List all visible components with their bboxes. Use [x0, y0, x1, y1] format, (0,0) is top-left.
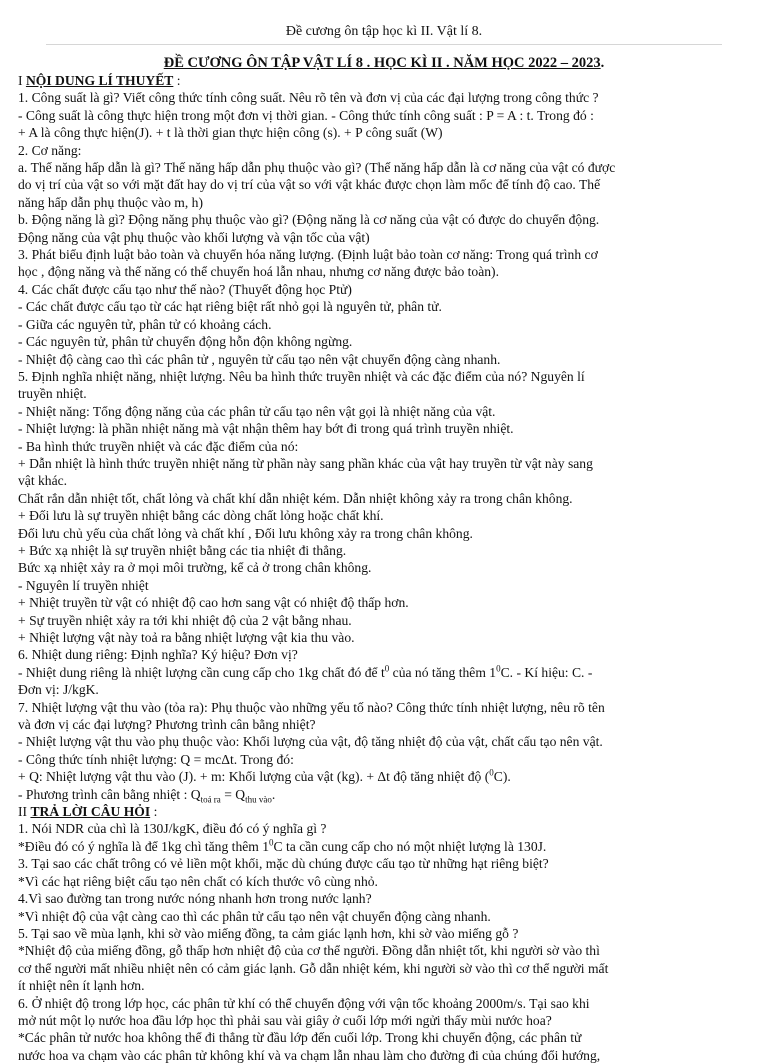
text-line: vật khác. — [18, 473, 68, 489]
answer-line: - Nhiệt độ càng cao thì các phân tử , nguyên tử cấu tạo nên vật chuyển động càng nhanh. — [18, 351, 501, 367]
text-line: Động năng của vật phụ thuộc vào khối lượng và vận tốc của vật) — [18, 229, 370, 245]
answer-line: + A là công thực hiện(J). + t là thời gian thực hiện công (s). + P công suất (W) — [18, 125, 443, 141]
text-run: C ta cần cung cấp cho nó một nhiệt lượng là 130J. — [273, 838, 547, 854]
answer-line: *Vì nhiệt độ của vật càng cao thì các phân tử cấu tạo nên vật chuyển động càng nhanh. — [18, 908, 491, 924]
answer-line — [18, 786, 734, 803]
question-line: 6. Nhiệt dung riêng: Định nghĩa? Ký hiệu? Đơn vị? — [18, 647, 298, 663]
superscript: 0 — [384, 663, 390, 674]
question-line: a. Thế năng hấp dẫn là gì? Thế năng hấp dẫn phụ thuộc vào gì? (Thế năng hấp dẫn là cơ năng của vật có được — [18, 160, 616, 176]
section-colon: : — [150, 804, 158, 820]
section-number: II — [18, 804, 31, 820]
answer-line: + Sự truyền nhiệt xảy ra tới khi nhiệt độ của 2 vật bằng nhau. — [18, 612, 352, 628]
answer-line: + Nhiệt truyền từ vật có nhiệt độ cao hơn sang vật có nhiệt độ thấp hơn. — [18, 595, 409, 611]
text-line: Đơn vị: J/kgK. — [18, 682, 99, 698]
text-run: + Q: Nhiệt lượng vật thu vào (J). + m: Khối lượng của vật (kg). + Δt độ tăng nhiệt độ ( — [18, 769, 490, 785]
answer-line: - Nhiệt lượng vật thu vào phụ thuộc vào: Khối lượng của vật, độ tăng nhiệt độ của vật, chất cấu tạo nên vật. — [18, 734, 603, 750]
text-line: học , động năng và thế năng có thể chuyển hoá lẫn nhau, nhưng cơ năng được bảo toàn). — [18, 264, 499, 280]
question-line: 4. Các chất được cấu tạo như thế nào? (Thuyết động học Ptử) — [18, 281, 352, 297]
text-line: năng hấp dẫn phụ thuộc vào m, h) — [18, 194, 203, 210]
text-run: *Điều đó có ý nghĩa là để 1kg chì tăng thêm 1 — [18, 838, 270, 854]
answer-line: + Dẫn nhiệt là hình thức truyền nhiệt năng từ phần này sang phần khác của vật hay truyền từ vật này sang — [18, 455, 593, 471]
answer-line: - Giữa các nguyên tử, phân tử có khoảng cách. — [18, 316, 272, 332]
text-run: - Nhiệt dung riêng là nhiệt lượng cần cung cấp cho 1kg chất đó để t — [18, 664, 385, 680]
section-title: TRẢ LỜI CÂU HỎI — [30, 804, 151, 820]
question-line: 1. Nói NDR của chì là 130J/kgK, điều đó có ý nghĩa gì ? — [18, 821, 327, 837]
text-line: Đối lưu chủ yếu của chất lỏng và chất khí , Đối lưu không xảy ra trong chân không. — [18, 525, 473, 541]
section-number: I — [18, 73, 26, 88]
text-line: Chất rắn dẫn nhiệt tốt, chất lỏng và chất khí dẫn nhiệt kém. Dẫn nhiệt không xảy ra trong chân không. — [18, 490, 573, 506]
text-line: do vị trí của vật so với mặt đất hay do vị trí của vật so với vật khác được chọn làm mốc để tính độ cao. Thế — [18, 177, 601, 193]
answer-line: *Nhiệt độ của miếng đồng, gỗ thấp hơn nhiệt độ của cơ thể người. Đồng dẫn nhiệt tốt, khi người sờ vào thì — [18, 943, 600, 959]
answer-line: *Các phân tử nước hoa không thể đi thẳng từ đầu lớp đến cuối lớp. Trong khi chuyển động, các phân tử — [18, 1030, 582, 1046]
answer-line — [18, 838, 734, 855]
text-run: C). — [493, 769, 511, 785]
answer-line: - Nhiệt năng: Tổng động năng của các phân tử cấu tạo nên vật gọi là nhiệt năng của vật. — [18, 403, 496, 419]
superscript: 0 — [489, 767, 494, 778]
superscript: 0 — [496, 663, 501, 674]
document-title — [0, 55, 768, 72]
answer-line: - Công suất là công thực hiện trong một đơn vị thời gian. - Công thức tính công suất : P = A : t. Trong đó : — [18, 107, 594, 123]
question-line: 5. Tại sao về mùa lạnh, khi sờ vào miếng đồng, ta cảm giác lạnh hơn, khi sờ vào miếng gỗ ? — [18, 925, 519, 941]
answer-line: *Vì các hạt riêng biệt cấu tạo nên chất có kích thước vô cùng nhỏ. — [18, 873, 378, 889]
section-title: NỘI DUNG LÍ THUYẾT — [25, 73, 174, 88]
question-line: 2. Cơ năng: — [18, 142, 82, 158]
answer-line — [18, 664, 734, 681]
header-rule — [46, 44, 722, 45]
document-body — [18, 72, 734, 1064]
answer-line: + Nhiệt lượng vật này toả ra bằng nhiệt lượng vật kia thu vào. — [18, 630, 355, 645]
question-line: b. Động năng là gì? Động năng phụ thuộc vào gì? (Động năng là cơ năng của vật có được do chuyển động. — [18, 212, 600, 228]
question-line: 5. Định nghĩa nhiệt năng, nhiệt lượng. Nêu ba hình thức truyền nhiệt và các đặc điểm của nó? Nguyên lí — [18, 368, 585, 384]
text-run: C. - Kí hiệu: C. - — [500, 664, 593, 680]
text-line: cơ thể người mất nhiều nhiệt nên có cảm giác lạnh. Gỗ dẫn nhiệt kém, khi người sờ vào thì cơ thể người mất — [18, 960, 609, 976]
superscript: 0 — [269, 837, 274, 848]
text-run: . — [271, 786, 276, 802]
answer-line: - Nhiệt lượng: là phần nhiệt năng mà vật nhận thêm hay bớt đi trong quá trình truyền nhiệt. — [18, 421, 514, 437]
text-run: của nó tăng thêm 1 — [389, 664, 497, 680]
question-line: 3. Tại sao các chất trông có vẻ liền một khối, mặc dù chúng được cấu tạo từ những hạt riêng biệt? — [18, 856, 549, 872]
answer-line: + Đối lưu là sự truyền nhiệt bằng các dòng chất lỏng hoặc chất khí. — [18, 508, 384, 524]
text-run: - Phương trình cân bằng nhiệt : Q — [18, 786, 201, 802]
subscript: thu vào — [245, 794, 272, 805]
answer-line — [18, 768, 734, 785]
text-line: nước hoa va chạm vào các phân tử không khí và va chạm lẫn nhau làm cho đường đi của chúng đổi hướng, — [18, 1047, 601, 1063]
question-line: 3. Phát biểu định luật bảo toàn và chuyển hóa năng lượng. (Định luật bảo toàn cơ năng: Trong quá trình cơ — [18, 247, 598, 263]
answer-line: - Công thức tính nhiệt lượng: Q = mcΔt. Trong đó: — [18, 751, 294, 767]
question-line: 6. Ở nhiệt độ trong lớp học, các phân tử khí có thể chuyển động với vận tốc khoảng 2000m/s. Tại sao khi — [18, 995, 590, 1011]
document-title-period: . — [600, 55, 605, 71]
text-line: truyền nhiệt. — [18, 386, 87, 402]
answer-line: - Ba hình thức truyền nhiệt và các đặc điểm của nó: — [18, 438, 299, 454]
answer-line: - Nguyên lí truyền nhiệt — [18, 577, 149, 593]
question-line: 1. Công suất là gì? Viết công thức tính công suất. Nêu rõ tên và đơn vị của các đại lượng trong công thức ? — [18, 90, 599, 106]
document-title-text: ĐỀ CƯƠNG ÔN TẬP VẬT LÍ 8 . HỌC KÌ II . NĂM HỌC 2022 – 2023 — [163, 55, 601, 71]
answer-line: - Các nguyên tử, phân tử chuyển động hỗn độn không ngừng. — [18, 334, 353, 350]
section-heading-theory — [18, 72, 734, 89]
text-line: mở nút một lọ nước hoa đầu lớp học thì phải sau vài giây ở cuối lớp mới ngửi thấy mùi nước hoa? — [18, 1012, 552, 1028]
subscript: toả ra — [200, 794, 221, 805]
question-line: 7. Nhiệt lượng vật thu vào (tỏa ra): Phụ thuộc vào những yếu tố nào? Công thức tính nhiệt lượng, nêu rõ tên — [18, 699, 605, 715]
text-line: ít nhiệt nên ít lạnh hơn. — [18, 978, 145, 994]
text-run: = Q — [220, 786, 246, 802]
running-header: Đề cương ôn tập học kì II. Vật lí 8. — [285, 24, 483, 39]
answer-line: + Bức xạ nhiệt là sự truyền nhiệt bằng các tia nhiệt đi thẳng. — [18, 542, 347, 558]
section-heading-answers — [18, 803, 734, 820]
text-line: Bức xạ nhiệt xảy ra ở mọi môi trường, kể cả ở trong chân không. — [18, 560, 372, 576]
answer-line: - Các chất được cấu tạo từ các hạt riêng biệt rất nhỏ gọi là nguyên tử, phân tử. — [18, 299, 442, 315]
section-colon: : — [173, 73, 181, 88]
text-line: và đơn vị các đại lượng? Phương trình cân bằng nhiệt? — [18, 717, 316, 733]
question-line: 4.Vì sao đường tan trong nước nóng nhanh hơn trong nước lạnh? — [18, 891, 372, 907]
